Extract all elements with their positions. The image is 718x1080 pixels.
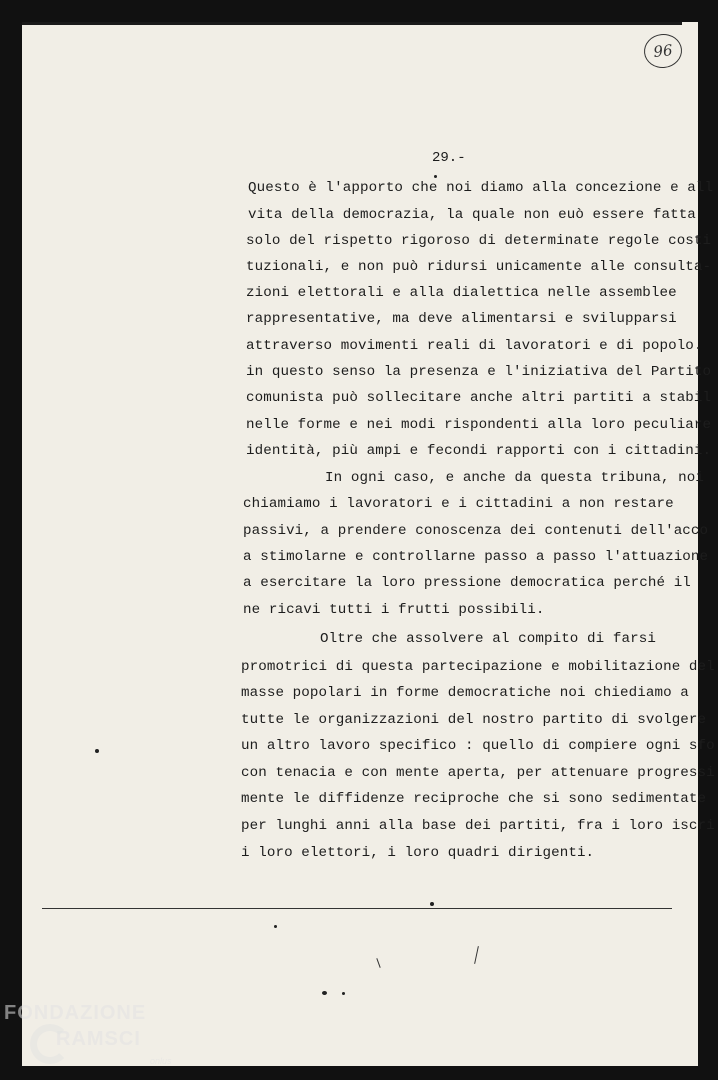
text-line: Oltre che assolvere al compito di farsi xyxy=(320,631,656,647)
text-line: solo del rispetto rigoroso di determinate regole costi xyxy=(246,233,712,249)
text-line: attraverso movimenti reali di lavoratori e di popolo. xyxy=(246,338,703,354)
text-line: in questo senso la presenza e l'iniziativa del Partito xyxy=(246,364,712,380)
text-line: ne ricavi tutti i frutti possibili. xyxy=(243,602,545,618)
ink-speck xyxy=(95,749,99,753)
page-number: 29.- xyxy=(432,150,466,166)
text-line: In ogni caso, e anche da questa tribuna, noi xyxy=(325,470,705,486)
text-line: passivi, a prendere conoscenza dei contenuti dell'acco xyxy=(243,523,709,539)
text-line: Questo è l'apporto che noi diamo alla concezione e all xyxy=(248,180,714,196)
ink-stroke xyxy=(474,946,479,964)
text-line: zioni elettorali e alla dialettica nelle assemblee xyxy=(246,285,677,301)
ink-speck xyxy=(434,175,437,178)
text-line: a stimolarne e controllarne passo a passo l'attuazione xyxy=(243,549,709,565)
watermark-line2: RAMSCI xyxy=(56,1028,141,1050)
text-line: a esercitare la loro pressione democratica perché il xyxy=(243,575,691,591)
ink-speck xyxy=(342,992,345,995)
bottom-rule xyxy=(42,908,672,909)
ink-speck xyxy=(322,991,327,995)
text-line: nelle forme e nei modi rispondenti alla loro peculiare xyxy=(246,417,712,433)
text-line: masse popolari in forme democratiche noi chiediamo a xyxy=(241,685,689,701)
text-line: vita della democrazia, la quale non euò essere fatta xyxy=(248,207,696,223)
text-line: per lunghi anni alla base dei partiti, fra i loro iscri xyxy=(241,818,715,834)
document-page xyxy=(22,22,715,1066)
text-line: promotrici di questa partecipazione e mobilitazione del xyxy=(241,659,715,675)
text-line: rappresentative, ma deve alimentarsi e svilupparsi xyxy=(246,311,677,327)
text-line: con tenacia e con mente aperta, per attenuare progressi xyxy=(241,765,715,781)
text-line: chiamiamo i lavoratori e i cittadini a non restare xyxy=(243,496,674,512)
text-line: comunista può sollecitare anche altri partiti a stabil xyxy=(246,390,712,406)
ink-speck xyxy=(274,925,277,928)
watermark-sub: onlus xyxy=(150,1056,172,1066)
archive-number-stamp: 96 xyxy=(642,32,683,70)
text-line: identità, più ampi e fecondi rapporti con i cittadini. xyxy=(246,443,712,459)
text-line: i loro elettori, i loro quadri dirigenti. xyxy=(241,845,595,861)
text-line: un altro lavoro specifico : quello di compiere ogni sfo xyxy=(241,738,715,754)
ink-speck xyxy=(430,902,434,906)
watermark-line1: FONDAZIONE xyxy=(4,1002,147,1024)
top-rule xyxy=(22,22,682,25)
fondazione-gramsci-watermark xyxy=(4,1002,184,1078)
ink-stroke xyxy=(376,958,380,968)
text-line: mente le diffidenze reciproche che si sono sedimentate xyxy=(241,791,707,807)
text-line: tutte le organizzazioni del nostro partito di svolgere xyxy=(241,712,707,728)
text-line: tuzionali, e non può ridursi unicamente alle consulta- xyxy=(246,259,712,275)
